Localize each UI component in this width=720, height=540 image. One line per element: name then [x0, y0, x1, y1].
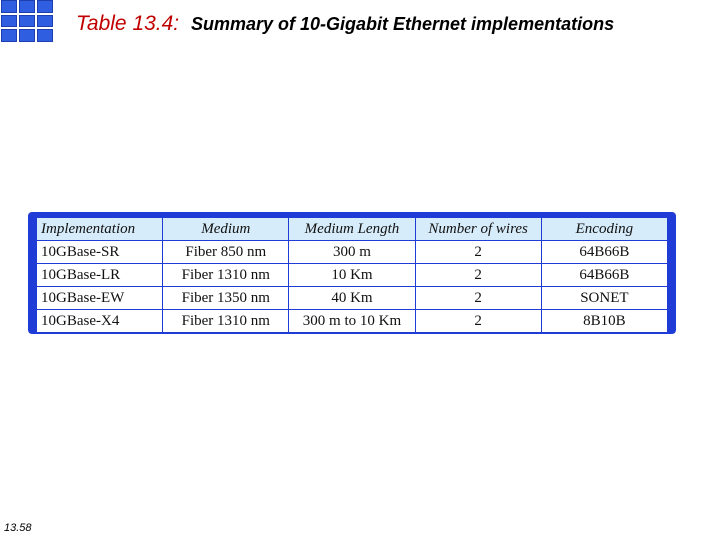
header-medium: Medium — [163, 218, 289, 241]
header-encoding: Encoding — [541, 218, 667, 241]
table-row — [37, 310, 668, 333]
logo-grid-icon — [1, 0, 53, 42]
cell-medium: Fiber 1350 nm — [163, 287, 289, 310]
table-header-row — [37, 218, 668, 241]
cell-number-of-wires: 2 — [415, 310, 541, 333]
cell-encoding: 8B10B — [541, 310, 667, 333]
cell-implementation: 10GBase-X4 — [37, 310, 163, 333]
cell-medium-length: 10 Km — [289, 264, 415, 287]
cell-implementation: 10GBase-LR — [37, 264, 163, 287]
cell-medium: Fiber 1310 nm — [163, 264, 289, 287]
cell-encoding: 64B66B — [541, 241, 667, 264]
cell-medium-length: 300 m — [289, 241, 415, 264]
table-row — [37, 287, 668, 310]
slide-title — [76, 12, 614, 36]
title-number: Table 13.4: — [76, 12, 180, 35]
cell-number-of-wires: 2 — [415, 241, 541, 264]
cell-encoding: SONET — [541, 287, 667, 310]
cell-number-of-wires: 2 — [415, 264, 541, 287]
cell-medium-length: 40 Km — [289, 287, 415, 310]
cell-medium-length: 300 m to 10 Km — [289, 310, 415, 333]
cell-encoding: 64B66B — [541, 264, 667, 287]
slide-number: 13.58 — [4, 522, 32, 534]
cell-medium: Fiber 850 nm — [163, 241, 289, 264]
cell-medium: Fiber 1310 nm — [163, 310, 289, 333]
ethernet-table — [36, 217, 668, 333]
header-implementation: Implementation — [37, 218, 163, 241]
title-text: Summary of 10-Gigabit Ethernet implementations — [191, 14, 615, 34]
table-row — [37, 241, 668, 264]
cell-implementation: 10GBase-EW — [37, 287, 163, 310]
header-medium-length: Medium Length — [289, 218, 415, 241]
cell-implementation: 10GBase-SR — [37, 241, 163, 264]
table-container — [28, 212, 676, 334]
header-number-of-wires: Number of wires — [415, 218, 541, 241]
table-row — [37, 264, 668, 287]
cell-number-of-wires: 2 — [415, 287, 541, 310]
